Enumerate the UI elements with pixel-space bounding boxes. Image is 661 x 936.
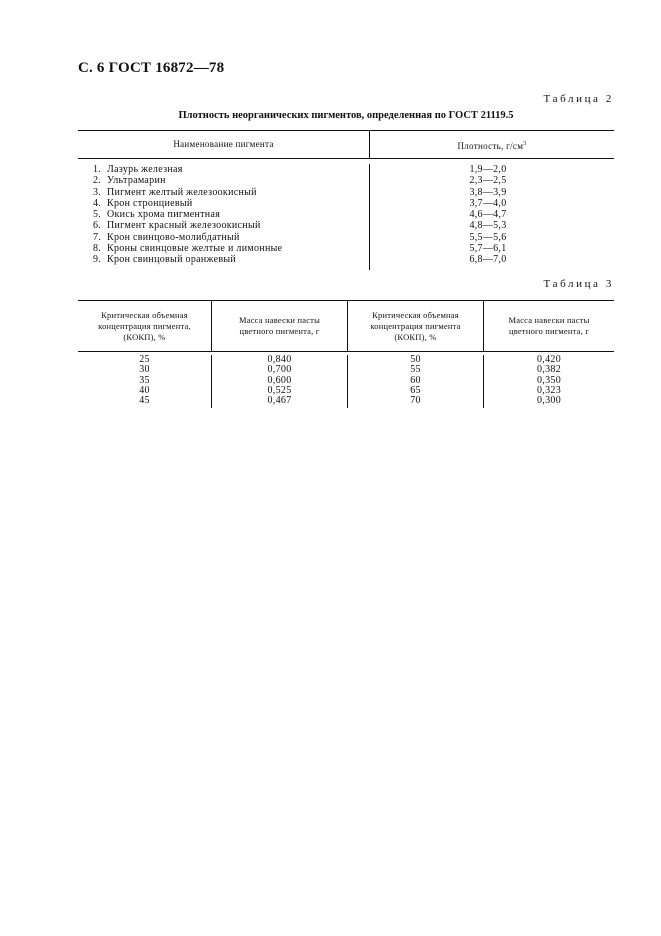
pigment-name: Крон свинцово-молибдатный (107, 231, 240, 243)
pigment-name: Окись хрома пигментная (107, 209, 221, 221)
mass-value: 0,840 (267, 354, 292, 365)
pigment-name: Кроны свинцовые желтые и лимонные (107, 243, 283, 255)
pigment-row (78, 232, 369, 243)
pigment-name: Лазурь железная (107, 164, 183, 175)
table-2-caption: Плотность неорганических пигментов, определенная по ГОСТ 21119.5 (178, 110, 514, 121)
table-3-body (78, 352, 614, 408)
pigment-number: 3. (93, 186, 102, 198)
header-density-text: Плотность, г/см (457, 141, 524, 151)
kokp-column-1 (78, 355, 212, 408)
table-3 (78, 300, 614, 408)
mass-value: 0,420 (537, 354, 561, 365)
header-mass-1 (212, 301, 348, 351)
header-mass-1-text: Масса навески пасты цветного пигмента, г (238, 315, 321, 336)
mass-column-2 (484, 355, 614, 408)
pigment-row (78, 164, 369, 175)
mass-value: 0,700 (267, 364, 292, 376)
table-2-header (78, 131, 614, 159)
pigment-density: 1,9—2,0 (469, 164, 507, 175)
mass-value: 0,600 (267, 374, 292, 386)
pigment-density: 5,5—5,6 (469, 231, 507, 243)
pigment-row (78, 220, 369, 231)
pigment-row (78, 243, 369, 254)
pigment-density: 3,7—4,0 (469, 197, 507, 209)
pigment-number: 1. (93, 164, 102, 175)
pigment-name: Крон свинцовый оранжевый (107, 254, 237, 266)
table-3-header (78, 301, 614, 352)
kokp-value: 60 (410, 374, 421, 386)
mass-value: 0,300 (537, 395, 561, 407)
header-density (370, 131, 614, 158)
mass-value: 0,525 (267, 384, 292, 396)
header-kokp-2-text: Критическая объемная концентрация пигмента (КОКП), % (370, 309, 461, 342)
pigment-name: Пигмент красный железоокисный (107, 220, 261, 232)
pigment-density: 2,3—2,5 (469, 175, 507, 187)
kokp-value: 35 (139, 374, 150, 386)
pigment-density: 4,8—5,3 (469, 220, 507, 232)
mass-value: 0,350 (537, 374, 561, 386)
table-3-label: Таблица 3 (543, 278, 614, 290)
kokp-value: 70 (410, 395, 421, 407)
header-kokp-1-text: Критическая объемная концентрация пигмента, (КОКП), % (98, 309, 191, 342)
kokp-value: 30 (139, 364, 150, 376)
pigment-name: Ультрамарин (107, 175, 166, 187)
pigment-number: 9. (93, 254, 102, 266)
header-kokp-2 (348, 301, 484, 351)
pigment-row (78, 254, 369, 265)
kokp-column-2 (348, 355, 484, 408)
page-header: С. 6 ГОСТ 16872—78 (78, 60, 225, 76)
density-column (370, 164, 614, 270)
pigment-density: 3,8—3,9 (469, 186, 507, 198)
kokp-value: 50 (410, 354, 421, 365)
table-2-body (78, 159, 614, 270)
pigment-number: 4. (93, 197, 102, 209)
mass-value: 0,382 (537, 364, 561, 376)
pigment-number: 7. (93, 231, 102, 243)
kokp-value: 55 (410, 364, 421, 376)
pigment-row (78, 187, 369, 198)
kokp-value: 40 (139, 384, 150, 396)
pigment-density: 4,6—4,7 (469, 209, 507, 221)
pigment-number: 2. (93, 175, 102, 187)
mass-value: 0,323 (537, 384, 561, 396)
pigment-row (78, 175, 369, 186)
pigment-density: 5,7—6,1 (469, 243, 507, 255)
kokp-value: 65 (410, 384, 421, 396)
header-density-unit-sup: 3 (523, 141, 527, 147)
pigment-density: 6,8—7,0 (469, 254, 507, 266)
header-mass-2-text: Масса навески пасты цветного пигмента, г (508, 315, 590, 336)
mass-value: 0,467 (267, 395, 292, 407)
header-pigment-name: Наименование пигмента (78, 131, 370, 158)
header-kokp-1 (78, 301, 212, 351)
pigment-number: 5. (93, 209, 102, 221)
pigment-name-column (78, 164, 370, 270)
header-mass-2 (484, 301, 614, 351)
pigment-row (78, 198, 369, 209)
pigment-number: 6. (93, 220, 102, 232)
pigment-name: Крон стронциевый (107, 197, 193, 209)
mass-column-1 (212, 355, 348, 408)
pigment-row (78, 209, 369, 220)
kokp-value: 25 (139, 354, 150, 365)
pigment-name: Пигмент желтый железоокисный (107, 186, 257, 198)
table-2 (78, 130, 614, 270)
table-2-label: Таблица 2 (543, 93, 614, 105)
kokp-value: 45 (139, 395, 150, 407)
pigment-number: 8. (93, 243, 102, 255)
